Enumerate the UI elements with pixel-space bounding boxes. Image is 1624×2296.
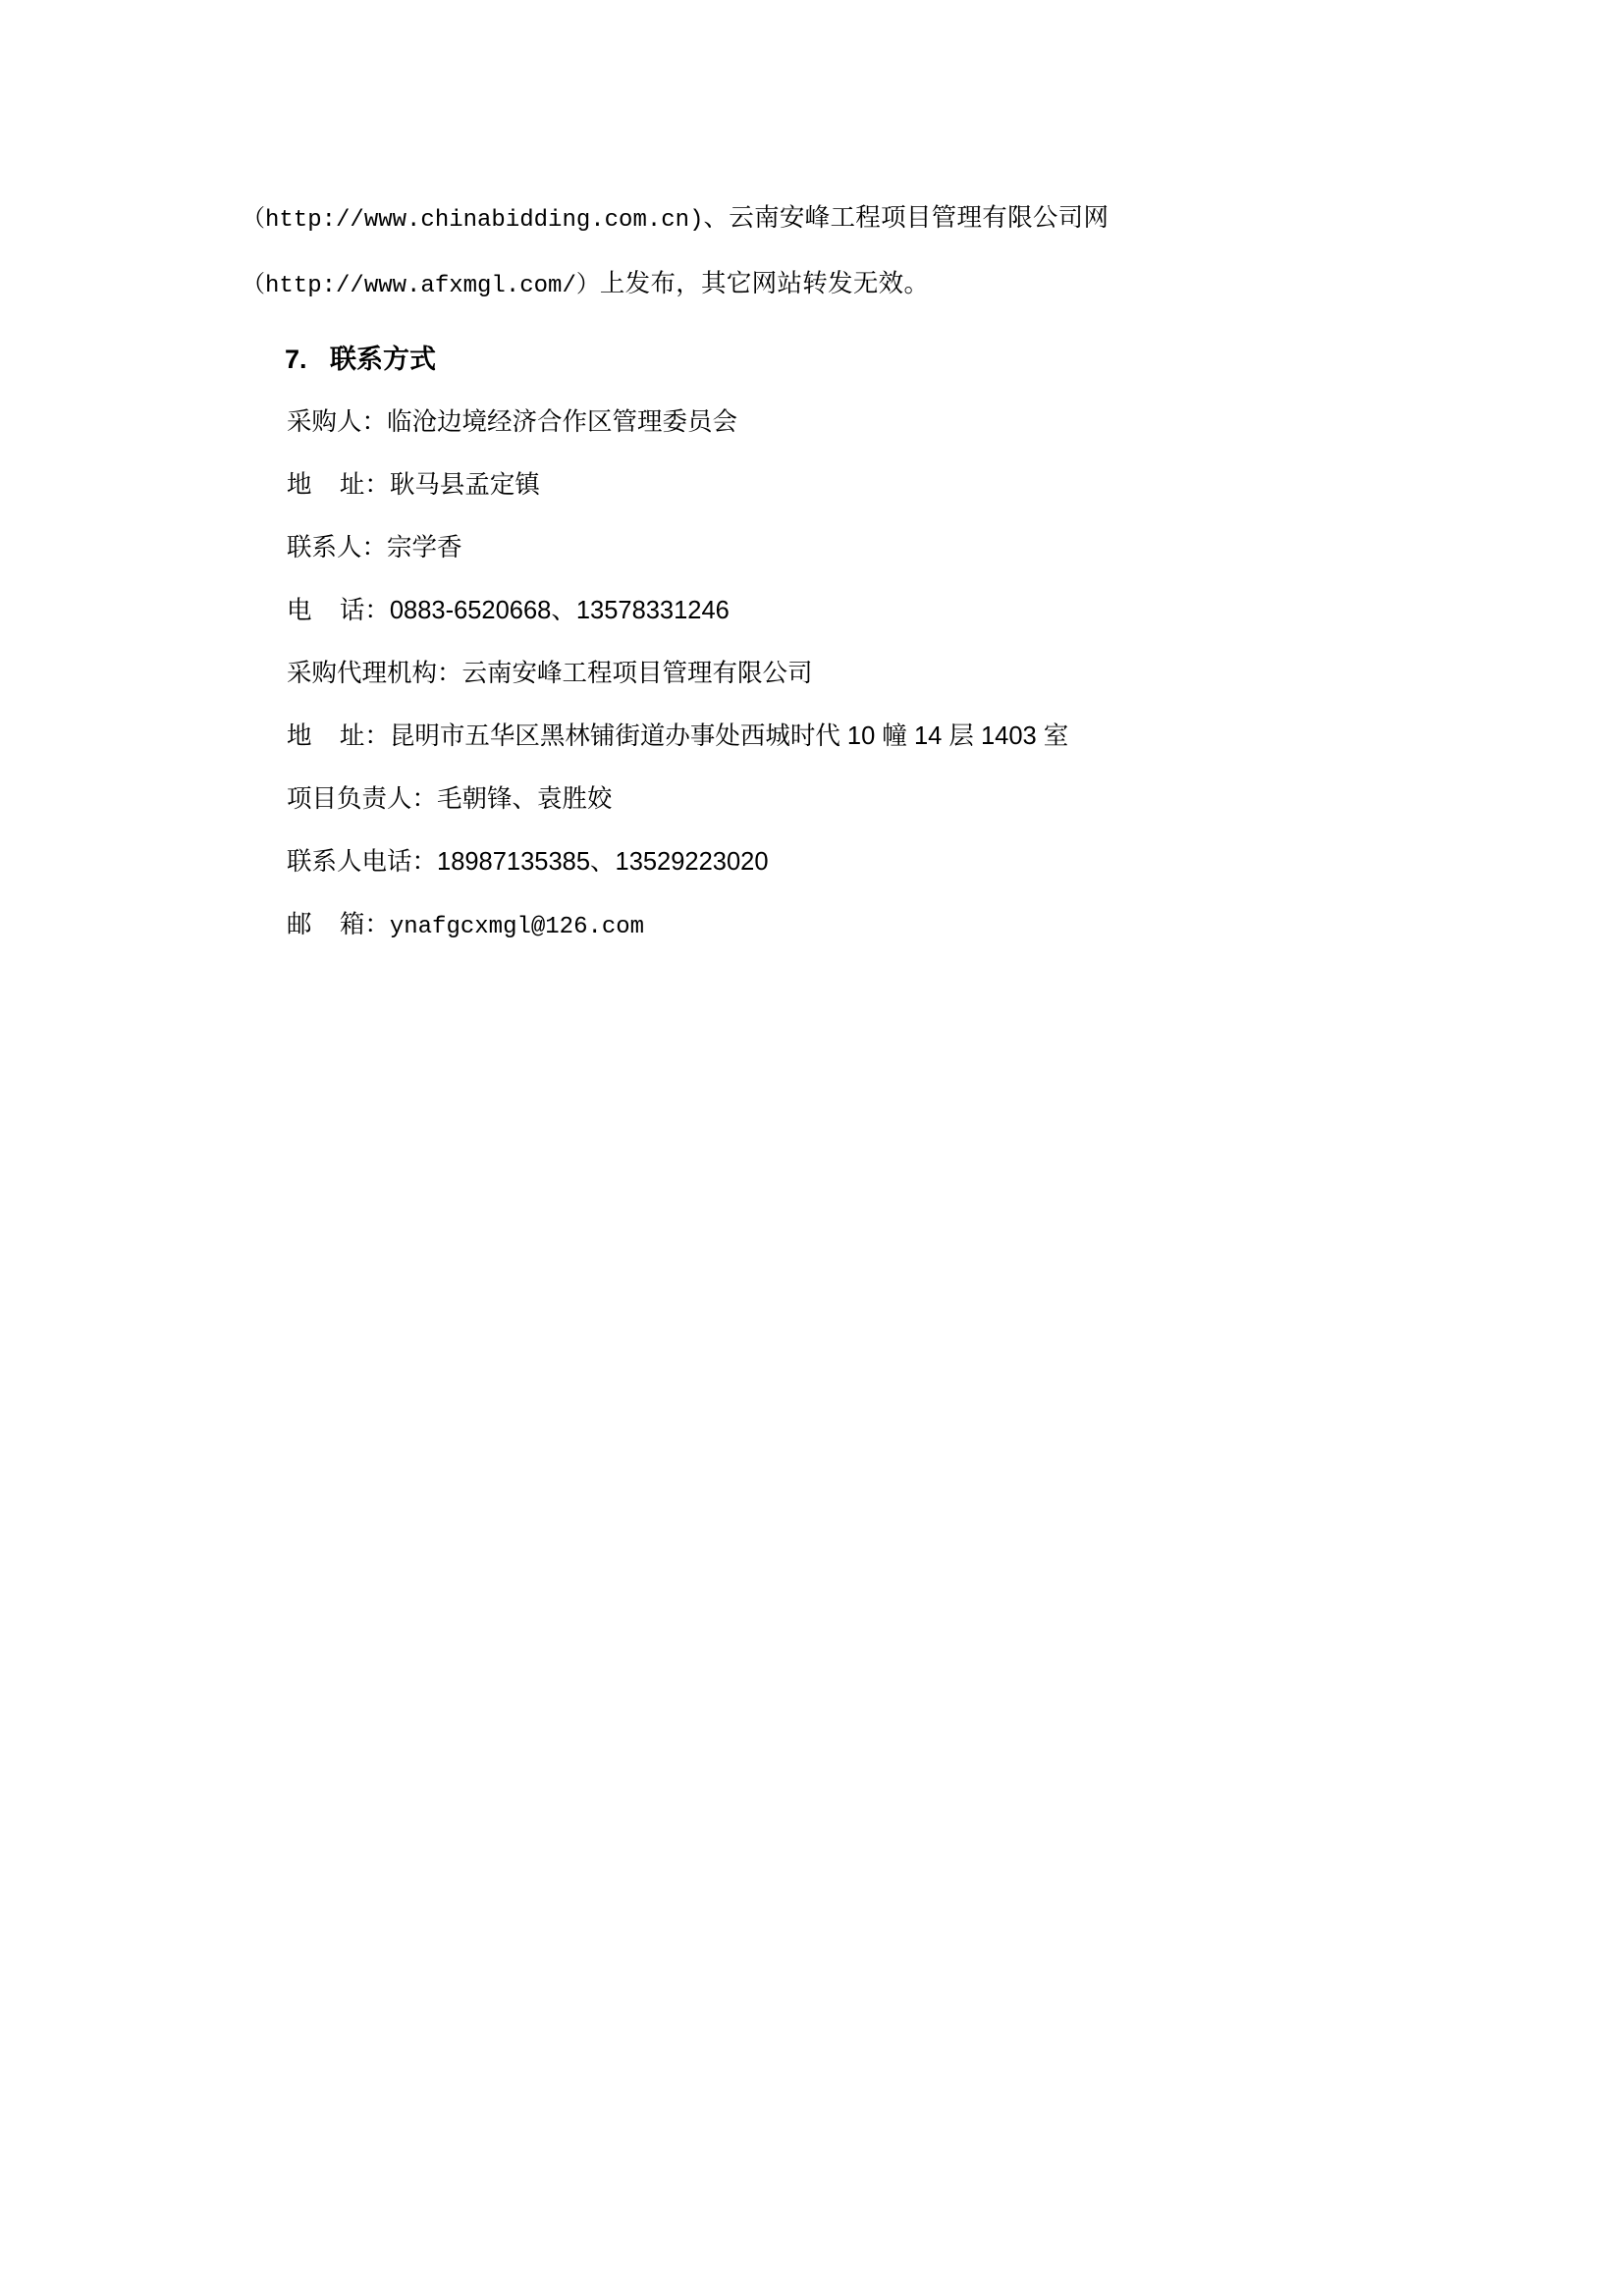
section-title: 联系方式 bbox=[330, 345, 436, 374]
intro-line-2-text: 上发布，其它网站转发无效。 bbox=[599, 270, 930, 297]
contact-label: 采购代理机构： bbox=[287, 660, 462, 687]
contact-value: 昆明市五华区黑林铺街道办事处西城时代 10 幢 14 层 1403 室 bbox=[389, 722, 1069, 750]
section-number: 7. bbox=[285, 345, 307, 374]
afxmgl-url: （http://www.afxmgl.com/） bbox=[242, 273, 600, 299]
contact-label: 地 址： bbox=[287, 471, 390, 499]
contact-value: 耿马县孟定镇 bbox=[389, 471, 540, 499]
contact-value: 临沧边境经济合作区管理委员会 bbox=[387, 408, 738, 436]
contact-row-purchaser bbox=[242, 391, 1420, 454]
contact-label: 联系人电话： bbox=[287, 848, 438, 876]
contact-row-email bbox=[242, 893, 1420, 959]
contact-value: 0883-6520668、13578331246 bbox=[389, 597, 730, 624]
intro-line-2 bbox=[242, 252, 1420, 318]
contact-row-agency-address bbox=[242, 705, 1420, 768]
document-body bbox=[242, 187, 1420, 959]
contact-label: 项目负责人： bbox=[287, 785, 438, 813]
contact-label: 采购人： bbox=[287, 408, 388, 436]
contact-row-agency bbox=[242, 642, 1420, 705]
contact-value: 18987135385、13529223020 bbox=[437, 848, 769, 876]
contact-label: 邮 箱： bbox=[287, 911, 390, 938]
contact-row-person bbox=[242, 516, 1420, 579]
contact-label: 联系人： bbox=[287, 534, 388, 561]
contact-value: 宗学香 bbox=[387, 534, 462, 561]
contact-value: 毛朝锋、袁胜姣 bbox=[437, 785, 613, 813]
section-heading bbox=[242, 328, 1420, 391]
contact-row-manager-phone bbox=[242, 830, 1420, 893]
contact-label: 地 址： bbox=[287, 722, 390, 750]
contact-value: ynafgcxmgl@126.com bbox=[389, 914, 645, 940]
intro-line-1-text: 、云南安峰工程项目管理有限公司网 bbox=[703, 204, 1110, 232]
chinabidding-url: （http://www.chinabidding.com.cn) bbox=[242, 207, 704, 234]
intro-line-1 bbox=[242, 187, 1420, 252]
contact-row-phone bbox=[242, 579, 1420, 642]
contact-row-project-manager bbox=[242, 768, 1420, 830]
contact-row-address bbox=[242, 454, 1420, 516]
contact-value: 云南安峰工程项目管理有限公司 bbox=[461, 660, 813, 687]
contact-label: 电 话： bbox=[287, 597, 390, 624]
